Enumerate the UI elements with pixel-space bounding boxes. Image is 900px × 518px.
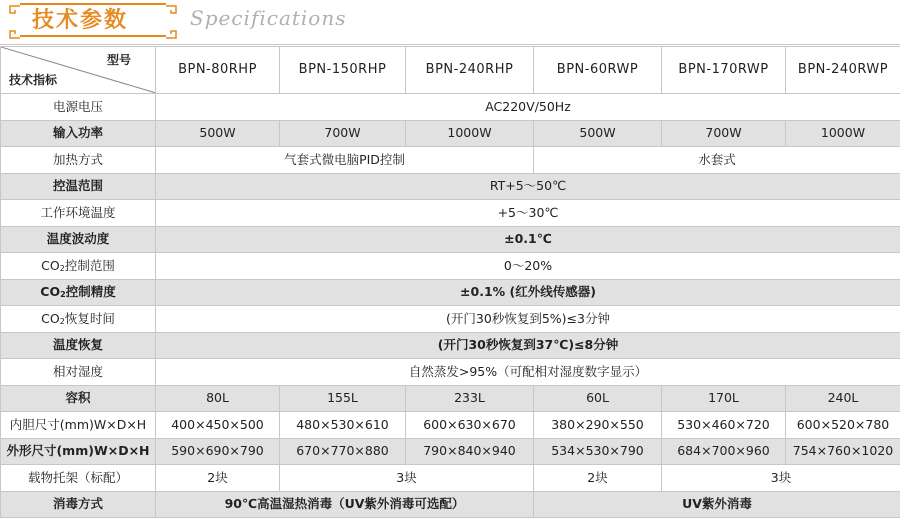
row-label: 消毒方式 [1,491,156,518]
table-row-co2-precision [1,279,900,306]
row-value: 380×290×550 [534,412,662,439]
row-label: 载物托架（标配） [1,465,156,492]
row-value: 1000W [406,120,534,147]
model-header: BPN-240RWP [786,47,900,94]
row-value: 80L [156,385,280,412]
model-header: BPN-150RHP [280,47,406,94]
table-row-temp-recovery [1,332,900,359]
row-value: AC220V/50Hz [156,94,900,121]
row-label: 温度波动度 [1,226,156,253]
table-row-inner-size [1,412,900,439]
table-row-heating [1,147,900,174]
row-value: 60L [534,385,662,412]
table-row-outer-size [1,438,900,465]
row-value: 400×450×500 [156,412,280,439]
row-value: 600×630×670 [406,412,534,439]
row-value: 670×770×880 [280,438,406,465]
row-value: 自然蒸发>95%（可配相对湿度数字显示） [156,359,900,386]
table-row-power [1,120,900,147]
row-label: 外形尺寸(mm)W×D×H [1,438,156,465]
row-value: 233L [406,385,534,412]
row-value: (开门30秒恢复到5%)≤3分钟 [156,306,900,333]
row-value: 170L [662,385,786,412]
corner-label-spec: 技术指标 [9,73,57,87]
corner-ornament-left-icon [8,5,20,39]
row-value: 530×460×720 [662,412,786,439]
model-header: BPN-60RWP [534,47,662,94]
row-value: 0～20% [156,253,900,280]
row-label: 输入功率 [1,120,156,147]
section-title: 技术参数 [32,7,128,35]
row-value: 684×700×960 [662,438,786,465]
row-value: 3块 [662,465,900,492]
table-row-temp-range [1,173,900,200]
row-value: 480×530×610 [280,412,406,439]
model-header: BPN-240RHP [406,47,534,94]
header-divider [0,44,900,45]
table-row-co2-range [1,253,900,280]
row-value: 790×840×940 [406,438,534,465]
row-value: 2块 [534,465,662,492]
row-value: 240L [786,385,900,412]
row-label: 加热方式 [1,147,156,174]
row-label: 容积 [1,385,156,412]
row-value: 气套式微电脑PID控制 [156,147,534,174]
row-value: 590×690×790 [156,438,280,465]
row-value: ±0.1% (红外线传感器) [156,279,900,306]
corner-header-cell [1,47,156,94]
table-row-co2-recovery [1,306,900,333]
row-label: 相对湿度 [1,359,156,386]
row-value: 500W [156,120,280,147]
table-row-temp-fluct [1,226,900,253]
row-value: 90℃高温湿热消毒（UV紫外消毒可选配） [156,491,534,518]
row-value: 534×530×790 [534,438,662,465]
table-row-humidity [1,359,900,386]
row-value: UV紫外消毒 [534,491,900,518]
row-value: RT+5～50℃ [156,173,900,200]
table-row-volume [1,385,900,412]
row-label: 工作环境温度 [1,200,156,227]
table-row-env-temp [1,200,900,227]
table-row-disinfection [1,491,900,518]
row-label: 温度恢复 [1,332,156,359]
row-value: (开门30秒恢复到37℃)≤8分钟 [156,332,900,359]
row-value: ±0.1℃ [156,226,900,253]
corner-label-model: 型号 [107,53,131,67]
model-header: BPN-80RHP [156,47,280,94]
section-subtitle: Specifications [190,6,346,30]
row-label: $CO_2$恢复时间 [1,306,156,333]
row-value: 700W [662,120,786,147]
row-label: 电源电压 [1,94,156,121]
row-label: $CO_2$控制精度 [1,279,156,306]
row-value: 700W [280,120,406,147]
model-header: BPN-170RWP [662,47,786,94]
row-value: 155L [280,385,406,412]
corner-ornament-right-icon [166,5,178,39]
row-value: 2块 [156,465,280,492]
row-value: 3块 [280,465,534,492]
table-row-voltage [1,94,900,121]
section-header [0,0,900,46]
title-frame [20,3,166,37]
row-value: +5～30℃ [156,200,900,227]
row-value: 754×760×1020 [786,438,900,465]
row-value: 1000W [786,120,900,147]
row-label: 控温范围 [1,173,156,200]
row-label: $CO_2$控制范围 [1,253,156,280]
row-value: 600×520×780 [786,412,900,439]
table-row-shelves [1,465,900,492]
row-value: 水套式 [534,147,900,174]
row-label: 内胆尺寸(mm)W×D×H [1,412,156,439]
model-header-row [1,47,900,94]
spec-table [0,46,900,518]
row-value: 500W [534,120,662,147]
